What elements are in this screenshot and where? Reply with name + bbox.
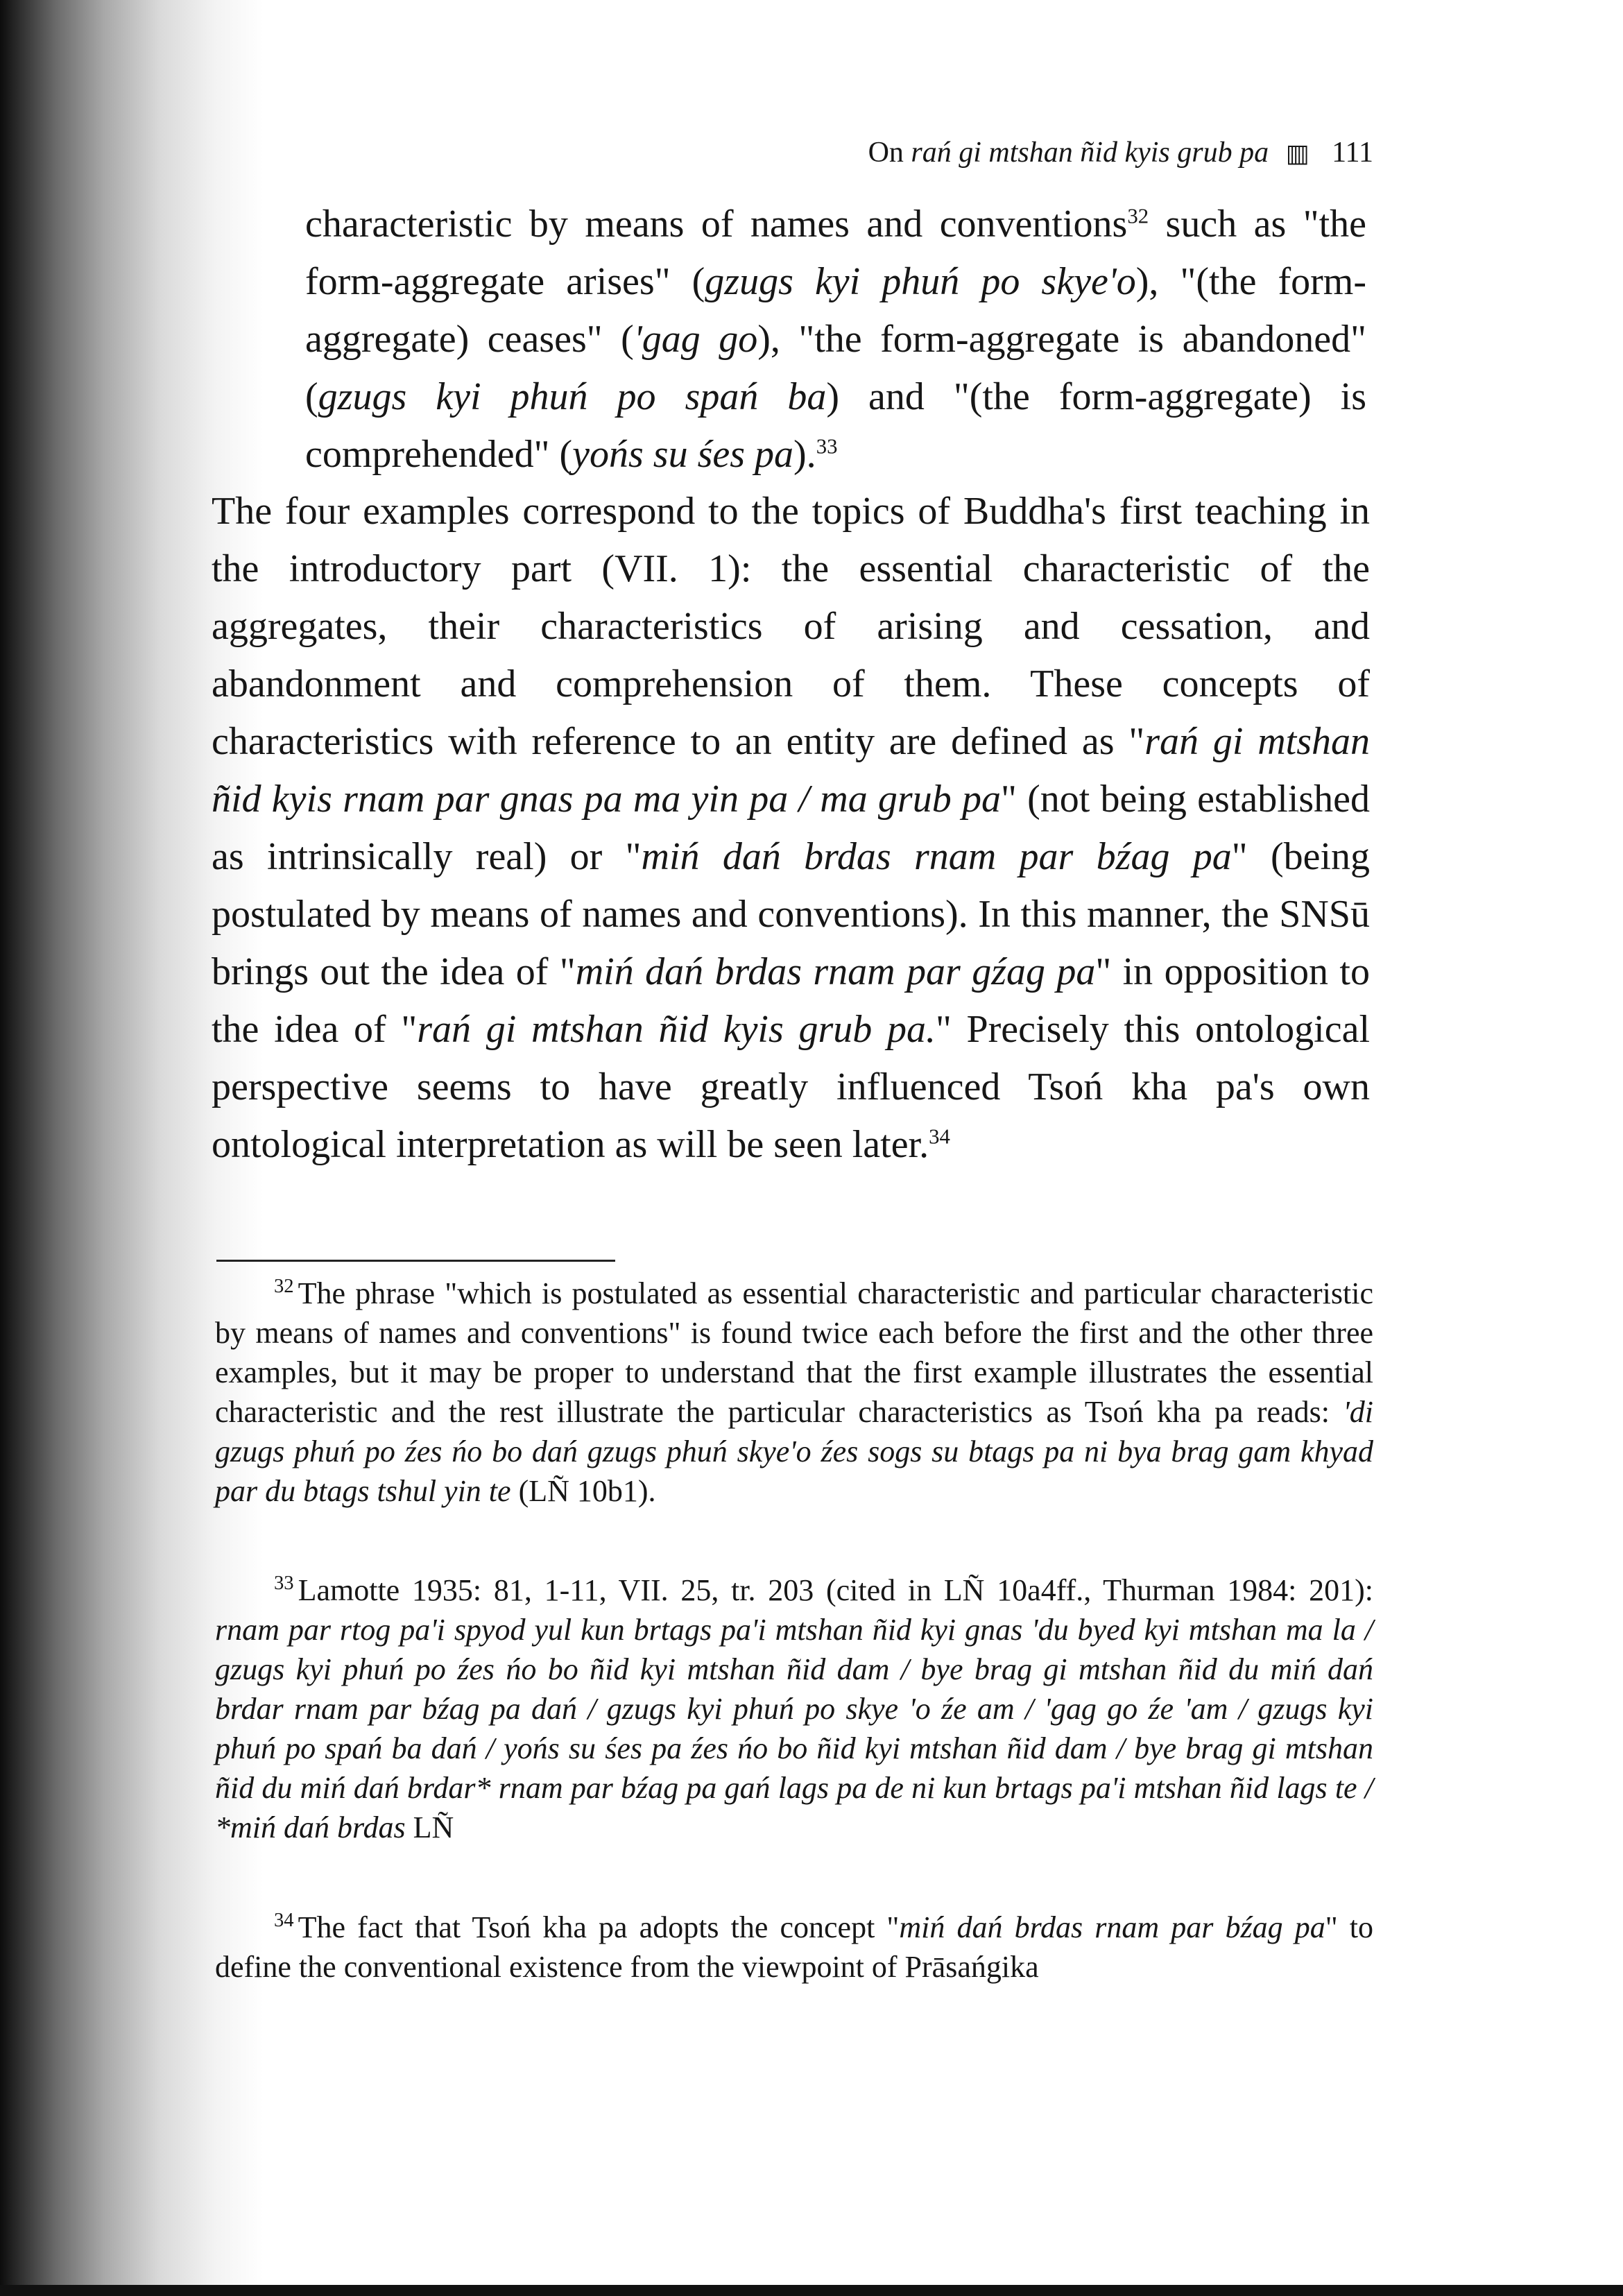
body-text: " (not being established as intrinsically real) or "	[212, 778, 1370, 878]
header-separator-icon: ▥	[1285, 139, 1309, 168]
header-prefix: On	[868, 137, 904, 169]
quote-text: ), "the form-aggregate is abandoned" (	[305, 318, 1366, 418]
footnote-text: (LÑ 10b1).	[510, 1474, 656, 1508]
body-text: " in opposition to the idea of "	[212, 950, 1370, 1051]
footnote-marker: 32	[274, 1276, 294, 1298]
body-text: " (being postulated by means of names and conventions). In this manner, the SNSū brings out the idea of "	[212, 835, 1371, 993]
page-number: 111	[1332, 137, 1373, 169]
footnote-text: The fact that Tsoń kha pa adopts the concept "	[298, 1910, 900, 1944]
tibetan-citation: rnam par rtog pa'i spyod yul kun brtags pa'i mtshan ñid kyi gnas 'du byed kyi mtshan ma la / gzugs kyi phuń po źes ńo bo ñid kyi mtshan ñid dam / bye brag gi mtshan ñid du miń dań brdar rnam par bźag pa dań / gzugs kyi phuń po skye 'o źe am / 'gag go źe 'am / gzugs kyi phuń po spań ba dań / yońs su śes pa źes ńo bo ñid kyi mtshan ñid dam / bye brag gi mtshan ñid du miń dań brdar* rnam par bźag pa gań lags pa de ni kun brtags pa'i mtshan ñid lags te / *miń dań brdas	[215, 1613, 1373, 1844]
footnote-34	[215, 1908, 1373, 1987]
body-text: " Precisely this ontological perspective seems to have greatly influenced Tsoń kha pa's own ontological interpretation as will be seen later.	[212, 1008, 1370, 1166]
tibetan-term: gzugs kyi phuń po spań ba	[318, 375, 827, 418]
tibetan-term: gzugs kyi phuń po skye'o	[705, 260, 1136, 303]
footnote-text: LÑ	[405, 1810, 454, 1844]
body-paragraph	[212, 483, 1370, 1174]
quote-text: such as "the form-aggregate arises" (	[305, 203, 1366, 303]
footnote-ref-33: 33	[816, 434, 838, 459]
footnote-marker: 33	[274, 1573, 294, 1595]
footnote-text: Lamotte 1935: 81, 1-11, VII. 25, tr. 203 (cited in LÑ 10a4ff., Thurman 1984: 201):	[298, 1573, 1373, 1607]
tibetan-citation: 'di gzugs phuń po źes ńo bo dań gzugs phuń skye'o źes sogs su btags pa ni bya brag gam khyad par du btags tshul yin te	[215, 1395, 1373, 1508]
tibetan-term: miń dań brdas rnam par gźag pa	[575, 950, 1096, 993]
quote-text: ).	[793, 433, 816, 476]
quote-text: ) and "(the form-aggregate) is comprehended" (	[305, 375, 1366, 476]
footnote-ref-32: 32	[1127, 204, 1149, 228]
footnote-text: The phrase "which is postulated as essential characteristic and particular characteristic by means of names and conventions" is found twice each before the first and the other three examples, but it may be proper to understand that the first example illustrates the essential characteristic and the rest illustrate the particular characteristics as Tsoń kha pa reads:	[215, 1276, 1373, 1429]
footnote-33	[215, 1570, 1373, 1847]
quote-text: characteristic by means of names and conventions	[305, 203, 1128, 246]
footnote-marker: 34	[274, 1910, 294, 1932]
header-title: rań gi mtshan ñid kyis grub pa	[911, 137, 1269, 169]
footnote-divider	[216, 1260, 615, 1262]
tibetan-term: yońs su śes pa	[572, 433, 794, 476]
quoted-passage	[305, 196, 1366, 483]
running-header	[749, 136, 1373, 169]
scan-bottom-edge	[0, 2285, 1623, 2296]
tibetan-term: rań gi mtshan ñid kyis rnam par gnas pa ma yin pa / ma grub pa	[212, 720, 1370, 821]
footnote-text: " to define the conventional existence from the viewpoint of Prāsańgika	[215, 1910, 1373, 1984]
quote-text: ), "(the form-aggregate) ceases" (	[305, 260, 1366, 361]
body-text: The four examples correspond to the topics of Buddha's first teaching in the introductory part (VII. 1): the essential characteristic of the aggregates, their characteristics of arising and cessation, and abandonment and comprehension of them. These concepts of characteristics with reference to an entity are defined as "	[212, 490, 1370, 763]
tibetan-term: miń dań brdas rnam par bźag pa	[641, 835, 1232, 878]
tibetan-term: miń dań brdas rnam par bźag pa	[899, 1910, 1325, 1944]
tibetan-term: 'gag go	[633, 318, 758, 361]
footnote-ref-34: 34	[929, 1124, 950, 1149]
footnote-32	[215, 1274, 1373, 1511]
tibetan-term: rań gi mtshan ñid kyis grub pa.	[417, 1008, 936, 1051]
